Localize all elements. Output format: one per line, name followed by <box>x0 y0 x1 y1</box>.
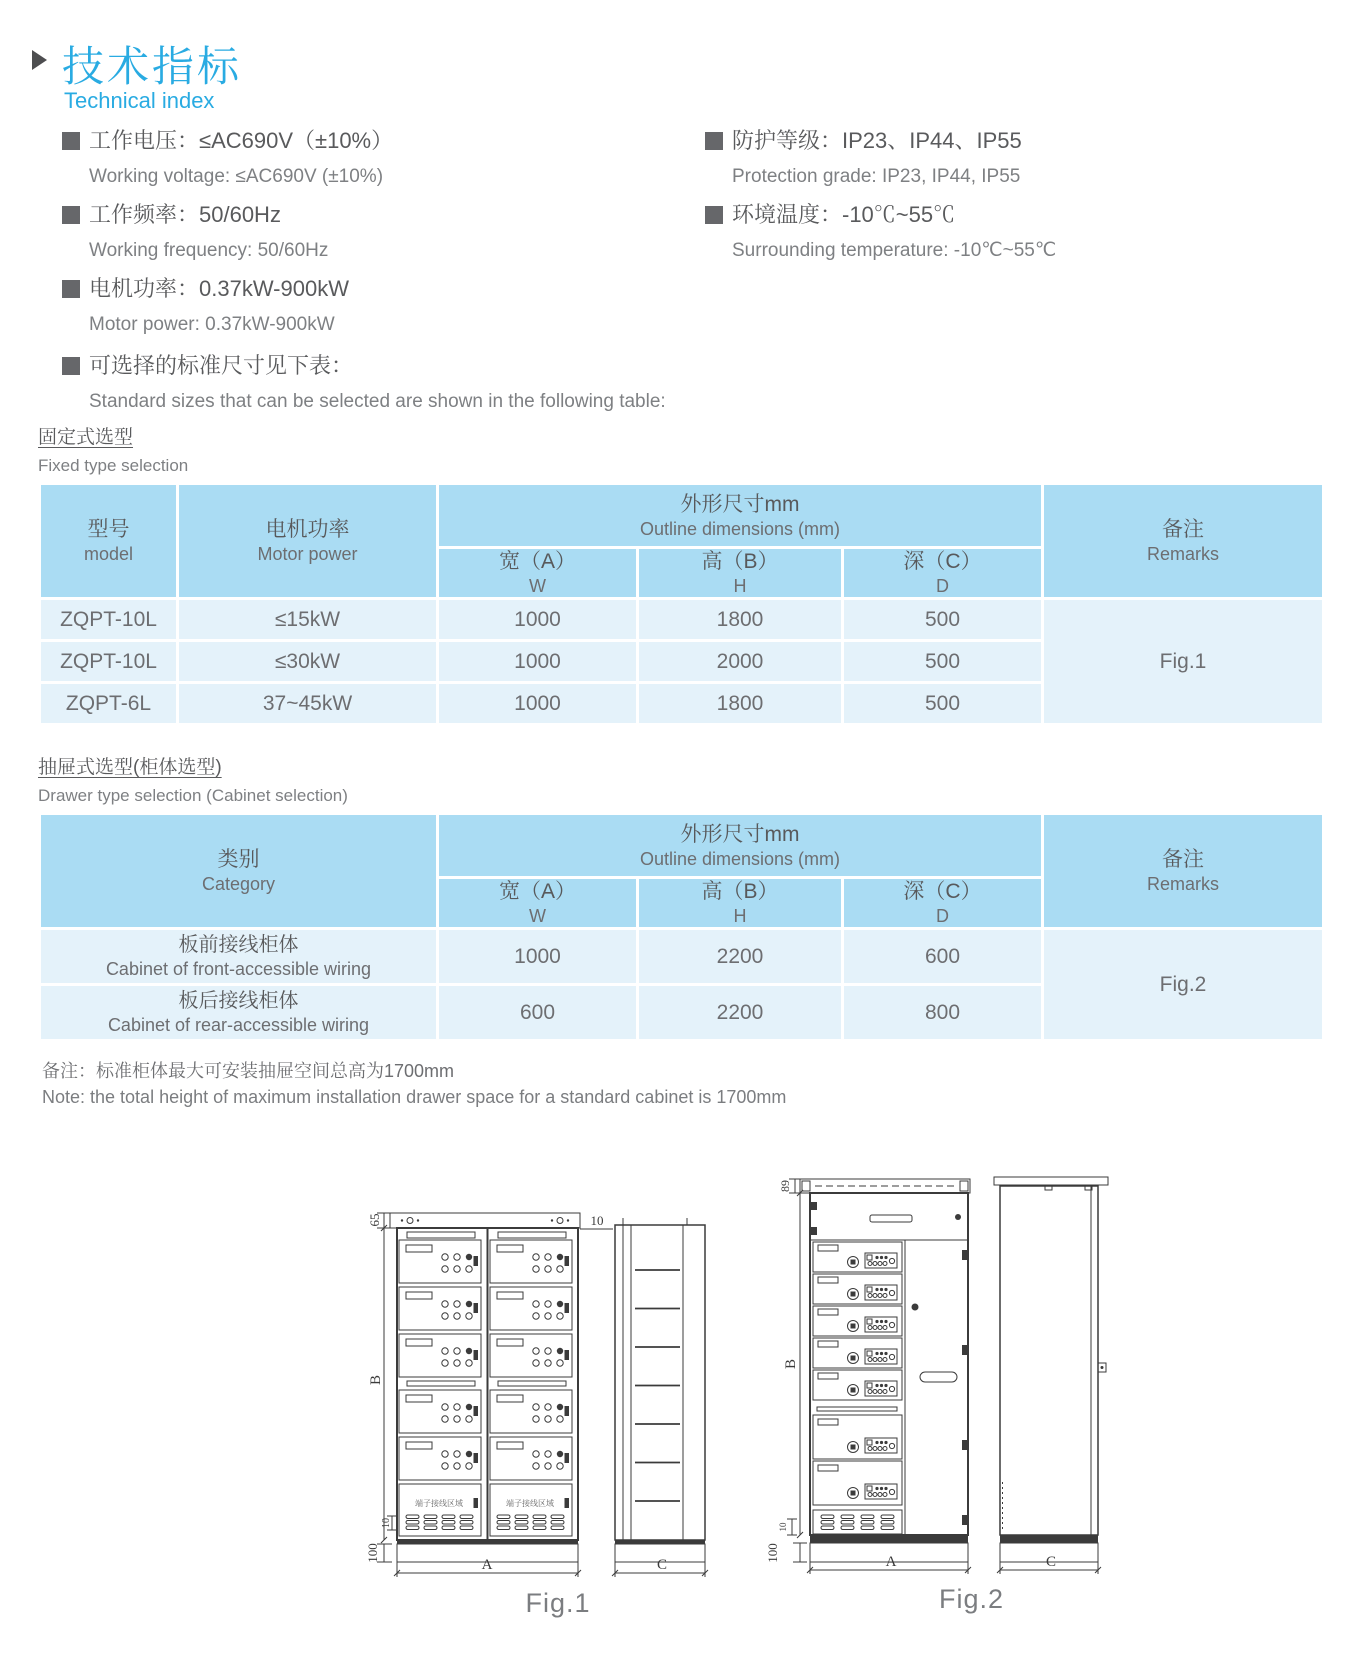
spec-en-text: Surrounding temperature: -10℃~55℃ <box>732 240 1057 261</box>
section-arrow-icon <box>32 50 47 70</box>
bullet-square-icon <box>62 280 80 298</box>
header-en: Remarks <box>1146 544 1219 564</box>
bullet-square-icon <box>705 206 723 224</box>
spec-surrounding-temperature <box>705 202 1315 262</box>
col-header-motor-power <box>178 484 438 599</box>
col-header-remarks <box>1043 814 1324 929</box>
header-cn: 备注 <box>1162 518 1204 541</box>
cell-power: ≤15kW <box>178 599 438 641</box>
category-en: Cabinet of rear-accessible wiring <box>107 1015 370 1035</box>
fig2-dim-depth: C <box>1045 1554 1057 1570</box>
spec-cn-text: 电机功率：0.37kW-900kW <box>89 276 349 301</box>
drawer-type-section-label <box>38 752 348 806</box>
spec-en-text: Protection grade: IP23, IP44, IP55 <box>732 166 1021 187</box>
header-cn: 宽（A） <box>498 880 576 903</box>
col-header-category <box>40 814 438 929</box>
note-cn: 备注：标准柜体最大可安装抽屉空间总高为1700mm <box>42 1061 455 1081</box>
cell-height: 2200 <box>638 985 843 1041</box>
cell-depth: 600 <box>843 929 1043 985</box>
section-title-en: Fixed type selection <box>38 456 189 475</box>
cell-width: 1000 <box>438 929 638 985</box>
cell-width: 1000 <box>438 683 638 725</box>
fig1-dim-width: A <box>481 1557 493 1573</box>
fixed-type-table <box>38 482 1325 726</box>
header-en: D <box>936 906 949 926</box>
header-cn: 深（C） <box>903 880 982 903</box>
fig2-dim-width: A <box>885 1554 897 1570</box>
header-cn: 外形尺寸mm <box>680 822 800 846</box>
header-en: W <box>529 906 546 926</box>
fig2-front-view <box>787 1179 971 1574</box>
fig1-front-view <box>377 1213 708 1577</box>
cell-model: ZQPT-10L <box>40 599 178 641</box>
header-cn: 型号 <box>87 518 130 541</box>
spec-motor-power <box>62 276 682 336</box>
header-cn: 宽（A） <box>498 550 576 573</box>
col-header-depth <box>843 878 1043 929</box>
fig2-caption: Fig.2 <box>938 1584 1005 1614</box>
fig2-side-view <box>994 1177 1108 1574</box>
table-row <box>40 929 1324 985</box>
spec-cn-text: 防护等级：IP23、IP44、IP55 <box>732 128 1022 153</box>
note-block <box>42 1058 786 1110</box>
fixed-type-section-label <box>38 422 188 476</box>
spec-standard-sizes-intro <box>62 353 962 413</box>
fig1-dim-depth: C <box>656 1557 668 1573</box>
fig2-dim-base-height: 100 <box>765 1543 780 1563</box>
header-en: D <box>936 576 949 596</box>
header-en: H <box>733 576 747 596</box>
cell-model: ZQPT-6L <box>40 683 178 725</box>
cell-model: ZQPT-10L <box>40 641 178 683</box>
cell-depth: 500 <box>843 683 1043 725</box>
bullet-square-icon <box>705 132 723 150</box>
spec-working-voltage <box>62 128 682 188</box>
cell-height: 1800 <box>638 599 843 641</box>
section-title-cn: 抽屉式选型(柜体选型) <box>38 757 222 778</box>
spec-cn-text: 可选择的标准尺寸见下表： <box>89 353 354 378</box>
header-en: W <box>529 576 546 596</box>
header-cn: 电机功率 <box>265 518 350 541</box>
category-cn: 板前接线柜体 <box>178 934 299 956</box>
note-en: Note: the total height of maximum installation drawer space for a standard cabinet is 1700mm <box>42 1087 787 1107</box>
spec-cn-text: 工作电压：≤AC690V（±10%） <box>89 128 394 153</box>
header-cn: 外形尺寸mm <box>680 492 800 516</box>
category-en: Cabinet of front-accessible wiring <box>105 959 372 979</box>
fig1-caption: Fig.1 <box>525 1588 591 1618</box>
fig1-dim-vent-strip: 10 <box>381 1518 392 1528</box>
header-en: model <box>83 544 134 564</box>
header-cn: 备注 <box>1162 848 1204 871</box>
cell-depth: 500 <box>843 641 1043 683</box>
col-header-outline-dimensions <box>438 484 1043 548</box>
col-header-remarks <box>1043 484 1324 599</box>
cell-power: 37~45kW <box>178 683 438 725</box>
fig1-dim-top-offset: 10 <box>590 1213 604 1228</box>
cell-remark: Fig.2 <box>1043 929 1324 1041</box>
spec-en-text: Motor power: 0.37kW-900kW <box>89 314 335 335</box>
header-cn: 高（B） <box>701 880 779 903</box>
col-header-height <box>638 548 843 599</box>
col-header-model <box>40 484 178 599</box>
spec-cn-text: 环境温度：-10℃~55℃ <box>732 202 956 227</box>
bullet-square-icon <box>62 132 80 150</box>
bullet-square-icon <box>62 206 80 224</box>
header-en: Category <box>201 874 276 894</box>
spec-working-frequency <box>62 202 682 262</box>
section-title-cn: 固定式选型 <box>38 427 134 448</box>
drawer-type-table <box>38 812 1325 1042</box>
cell-width: 1000 <box>438 599 638 641</box>
fig1-dim-base-height: 100 <box>365 1543 380 1563</box>
fig1-dim-cap-height: 65 <box>367 1213 382 1227</box>
bullet-square-icon <box>62 357 80 375</box>
fig1-dim-body-height: B <box>368 1374 384 1386</box>
spec-protection-grade <box>705 128 1315 188</box>
fig2-drawing <box>715 1105 1115 1585</box>
spec-cn-text: 工作频率：50/60Hz <box>89 202 281 227</box>
cell-height: 1800 <box>638 683 843 725</box>
page-title: 技术指标 <box>62 43 243 90</box>
cell-remark: Fig.1 <box>1043 599 1324 725</box>
specs-right-column <box>705 128 1315 276</box>
header-en: Outline dimensions (mm) <box>639 518 841 539</box>
spec-en-text: Standard sizes that can be selected are shown in the following table: <box>89 391 666 412</box>
cell-category <box>40 985 438 1041</box>
fig1-drawing: 端子接线区域 65 B 10 100 A 10 C <box>335 1140 715 1620</box>
col-header-width <box>438 878 638 929</box>
cell-depth: 500 <box>843 599 1043 641</box>
cell-width: 1000 <box>438 641 638 683</box>
category-cn: 板后接线柜体 <box>178 990 299 1012</box>
spec-en-text: Working voltage: ≤AC690V (±10%) <box>89 166 384 187</box>
col-header-width <box>438 548 638 599</box>
header-cn: 深（C） <box>903 550 982 573</box>
section-title-en: Drawer type selection (Cabinet selection) <box>38 786 348 805</box>
cell-width: 600 <box>438 985 638 1041</box>
fig2-dim-cap-height: 89 <box>778 1180 792 1192</box>
cell-category <box>40 929 438 985</box>
col-header-outline-dimensions <box>438 814 1043 878</box>
fig2-dim-body-height: B <box>783 1358 799 1370</box>
cell-depth: 800 <box>843 985 1043 1041</box>
header-en: Outline dimensions (mm) <box>639 848 841 869</box>
col-header-height <box>638 878 843 929</box>
specs-left-column <box>62 128 682 350</box>
page-title-en: Technical index <box>64 88 215 113</box>
table-row <box>40 599 1324 641</box>
cell-power: ≤30kW <box>178 641 438 683</box>
header-en: Motor power <box>257 544 358 564</box>
fig2-dim-vent-strip: 10 <box>778 1522 788 1532</box>
col-header-depth <box>843 548 1043 599</box>
header-cn: 类别 <box>217 848 260 871</box>
spec-en-text: Working frequency: 50/60Hz <box>89 240 329 261</box>
header-en: Remarks <box>1146 874 1219 894</box>
cell-height: 2000 <box>638 641 843 683</box>
header-en: H <box>733 906 747 926</box>
header-cn: 高（B） <box>701 550 779 573</box>
cell-height: 2200 <box>638 929 843 985</box>
